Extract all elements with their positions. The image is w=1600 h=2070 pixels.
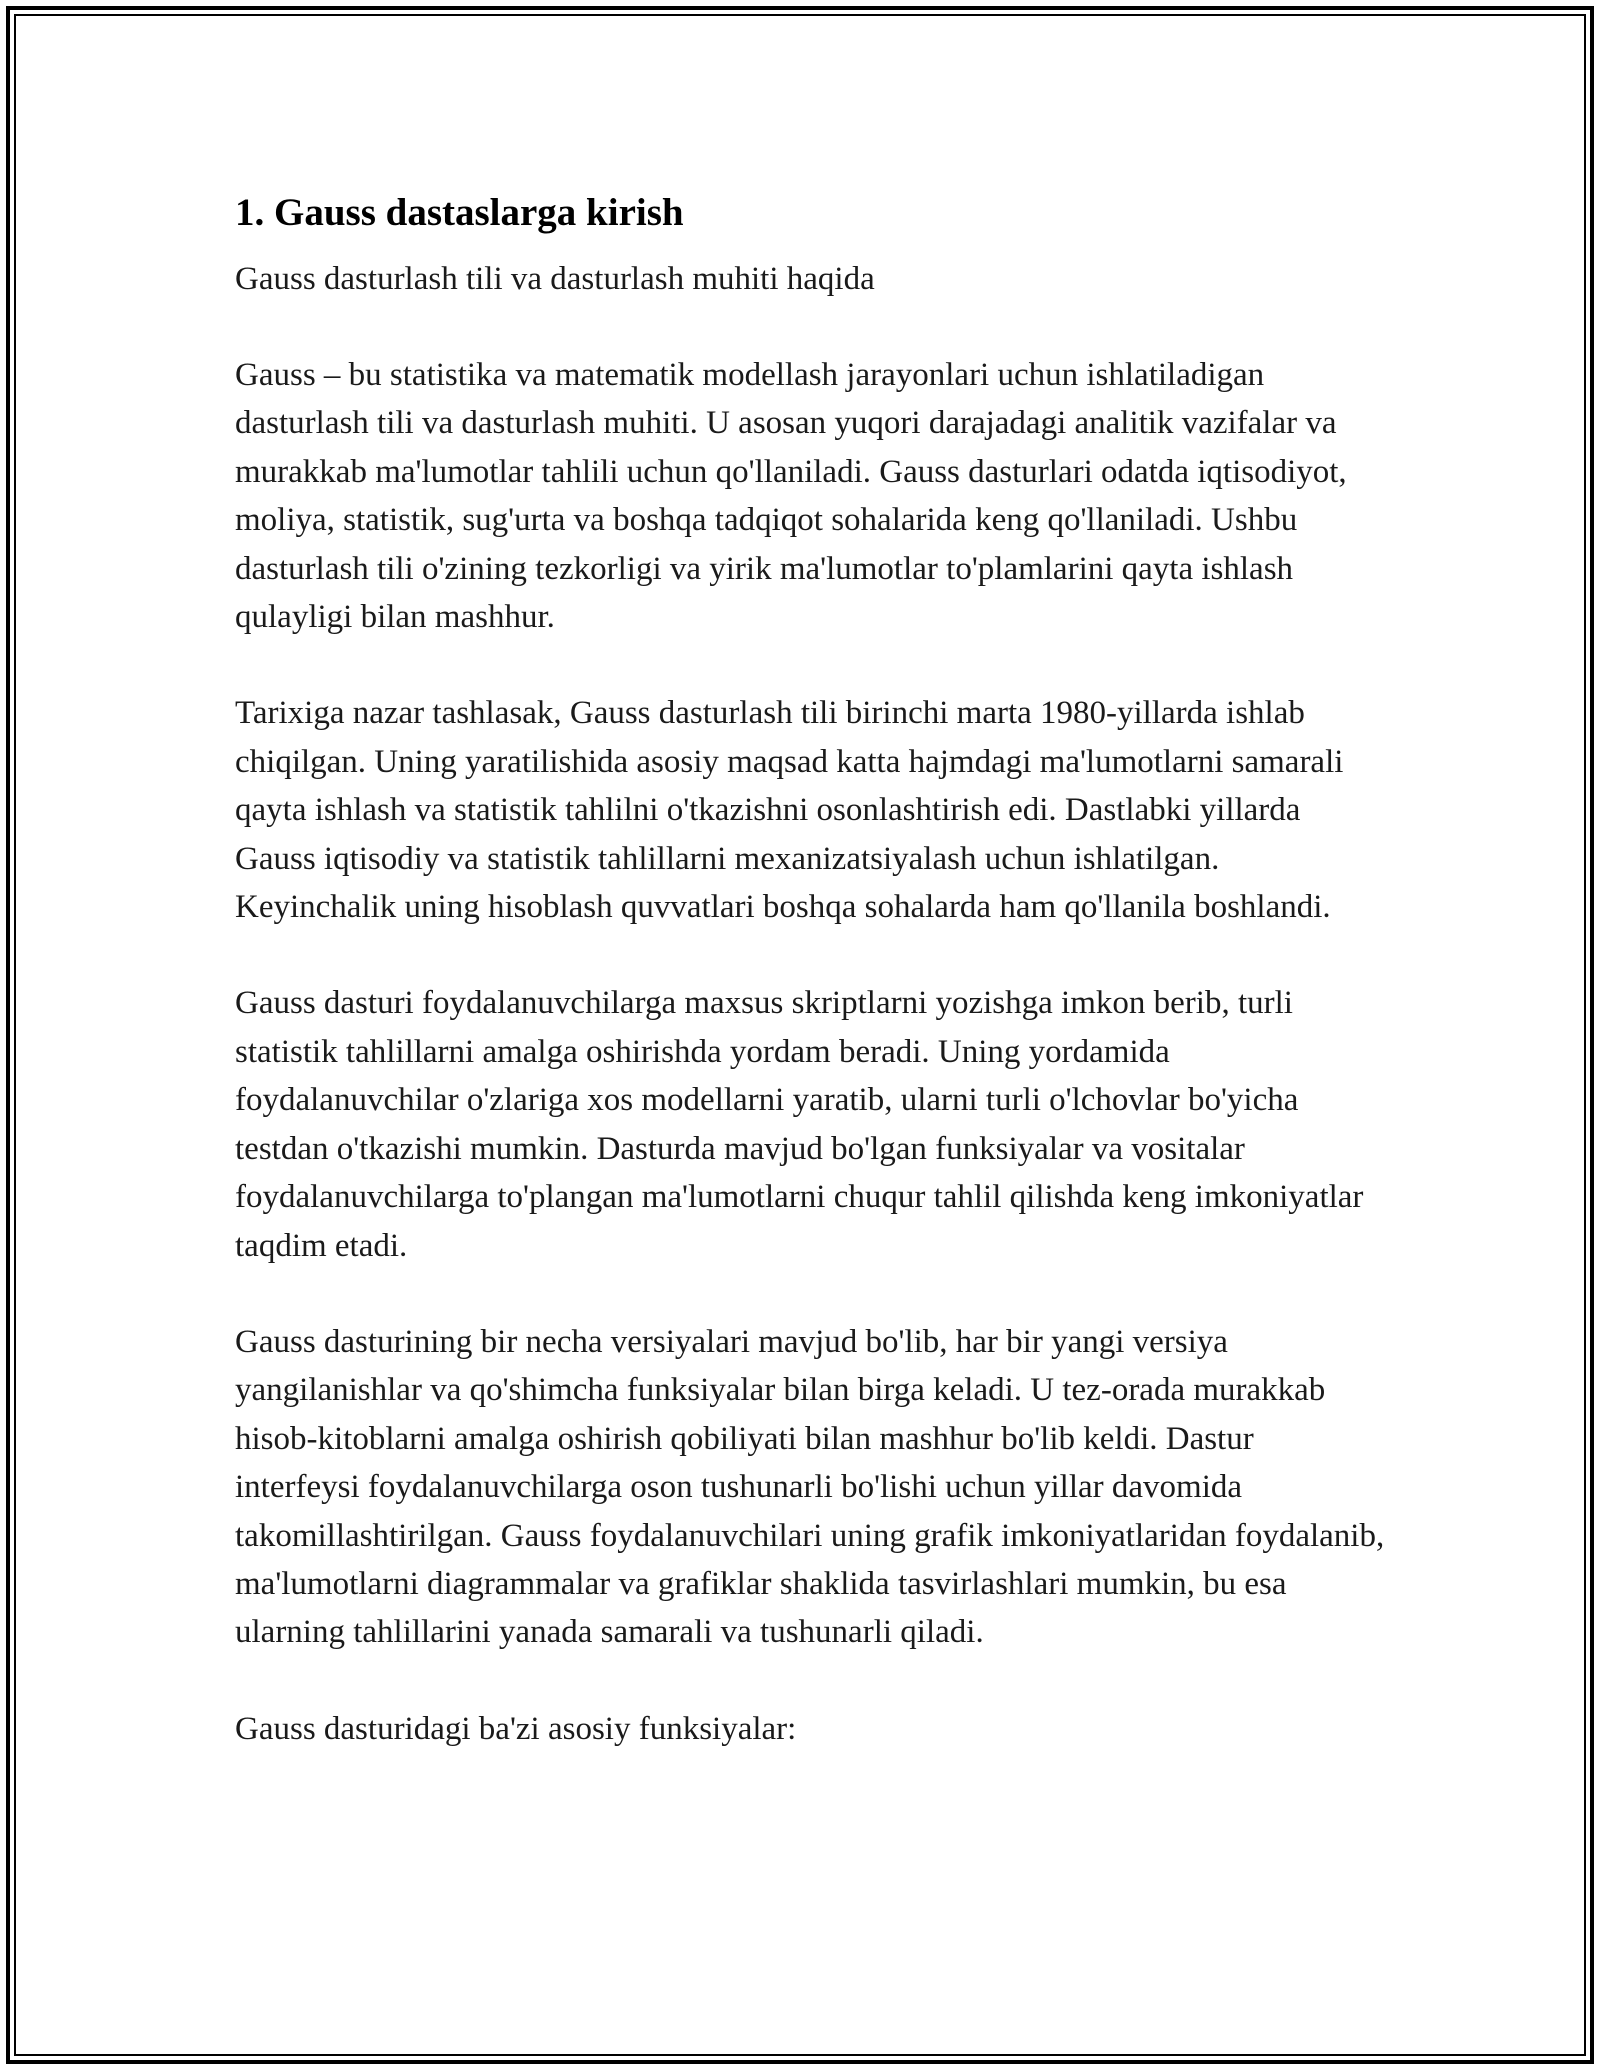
paragraph-usage: Gauss dasturi foydalanuvchilarga maxsus skriptlarni yozishga imkon berib, turli statistik tahlillarni amalga oshirishda yordam beradi. Uning yordamida foydalanuvchilar o'zlariga xos modellarni yaratib, ularni turli o'lchovlar bo'yicha testdan o'tkazishi mumkin. Dasturda mavjud bo'lgan funksiyalar va vositalar foydalanuvchilarga to'plangan ma'lumotlarni chuqur tahlil qilishda keng imkoniyatlar taqdim etadi. [235, 985, 1364, 1264]
paragraph-overview: Gauss – bu statistika va matematik modellash jarayonlari uchun ishlatiladigan dasturlash tili va dasturlash muhiti. U asosan yuqori darajadagi analitik vazifalar va murakkab ma'lumotlar tahlili uchun qo'llaniladi. Gauss dasturlari odatda iqtisodiyot, moliya, statistik, sug'urta va boshqa tadqiqot sohalarida keng qo'llaniladi. Ushbu dasturlash tili o'zining tezkorligi va yirik ma'lumotlar to'plamlarini qayta ishlash qulayligi bilan mashhur. [235, 357, 1347, 636]
paragraph-functions-intro: Gauss dasturidagi ba'zi asosiy funksiyalar: [235, 1710, 797, 1747]
paragraph-versions: Gauss dasturining bir necha versiyalari mavjud bo'lib, har bir yangi versiya yangilanishlar va qo'shimcha funksiyalar bilan birga keladi. U tez-orada murakkab hisob-kitoblarni amalga oshirish qobiliyati bilan mashhur bo'lib keldi. Dastur interfeysi foydalanuvchilarga oson tushunarli bo'lishi uchun yillar davomida takomillashtirilgan. Gauss foydalanuvchilari uning grafik imkoniyatlaridan foydalanib, ma'lumotlarni diagrammalar va grafiklar shaklida tasvirlashlari mumkin, bu esa ularning tahlillarini yanada samarali va tushunarli qiladi. [235, 1323, 1385, 1651]
section-subtitle: Gauss dasturlash tili va dasturlash muhiti haqida [235, 261, 875, 297]
paragraph-history: Tarixiga nazar tashlasak, Gauss dasturlash tili birinchi marta 1980-yillarda ishlab chiqilgan. Uning yaratilishida asosiy maqsad katta hajmdagi ma'lumotlarni samarali qayta ishlash va statistik tahlilni o'tkazishni osonlashtirish edi. Dastlabki yillarda Gauss iqtisodiy va statistik tahlillarni mexanizatsiyalash uchun ishlatilgan. Keyinchalik uning hisoblash quvvatlari boshqa sohalarda ham qo'llanila boshlandi. [235, 695, 1344, 926]
document-body [235, 185, 1385, 1801]
section-heading: 1. Gauss dastaslarga kirish [235, 191, 684, 234]
